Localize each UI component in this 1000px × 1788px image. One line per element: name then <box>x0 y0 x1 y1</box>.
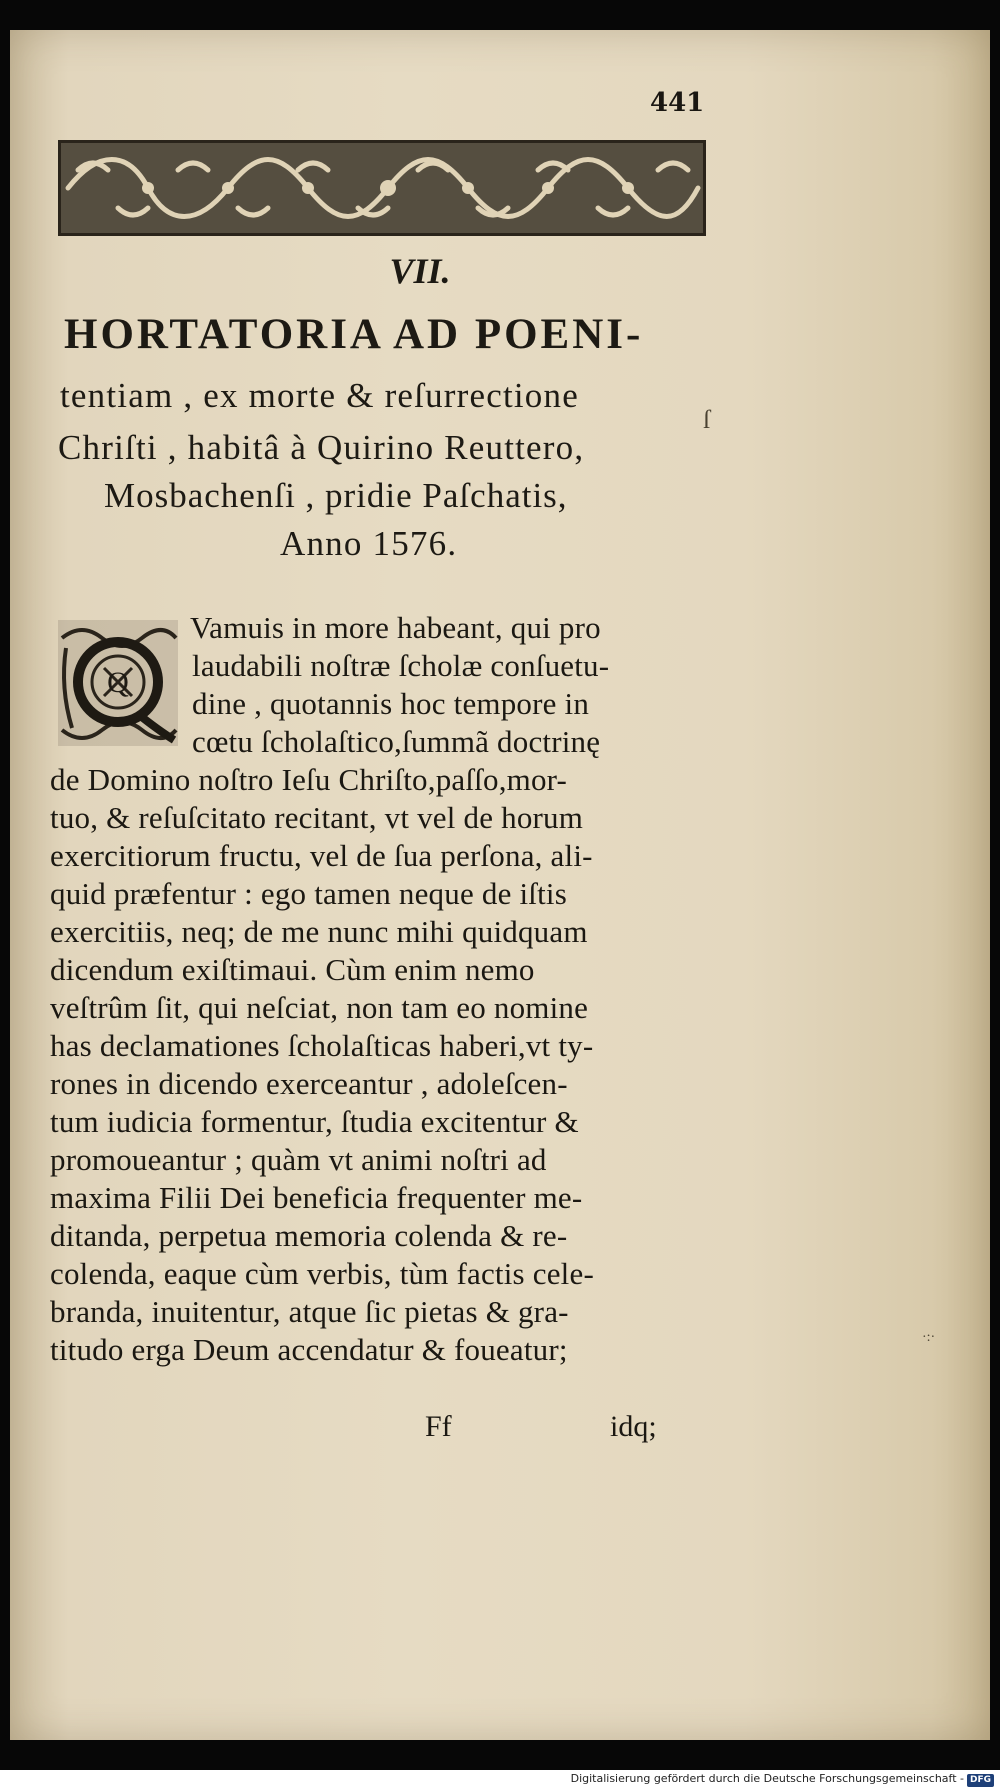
body-line: dicendum exiſtimaui. Cùm enim nemo <box>50 952 535 987</box>
signature-mark: Ff <box>425 1410 452 1443</box>
chapter-numeral: VII. <box>389 251 451 291</box>
title-line-5: Anno 1576. <box>280 524 458 563</box>
title-line-2: tentiam , ex morte & reſurrectione <box>60 376 579 415</box>
body-line: Vamuis in more habeant, qui pro <box>190 610 601 645</box>
book-page <box>10 30 990 1740</box>
page-number: 441 <box>650 88 705 118</box>
body-line: quid præfentur : ego tamen neque de iſtis <box>50 876 567 911</box>
body-line: ditanda, perpetua memoria colenda & re- <box>50 1218 568 1253</box>
body-line: maxima Filii Dei beneficia frequenter me- <box>50 1180 583 1215</box>
body-line: tuo, & reſuſcitato recitant, vt vel de horum <box>50 800 584 835</box>
ornament-headpiece <box>58 130 706 246</box>
body-line: laudabili noſtræ ſcholæ conſuetu- <box>192 648 610 683</box>
body-line: de Domino noſtro Ieſu Chriſto,paſſo,mor- <box>50 762 568 797</box>
body-line: has declamationes ſcholaſticas haberi,vt ty- <box>50 1028 594 1063</box>
body-line: tum iudicia formentur, ſtudia excitentur & <box>50 1104 579 1139</box>
decorated-initial-icon <box>56 618 180 748</box>
body-line: cœtu ſcholaſtico,ſummã doctrinę <box>192 724 601 759</box>
body-line: titudo erga Deum accendatur & foueatur; <box>50 1332 568 1367</box>
body-line: veſtrûm ſit, qui neſciat, non tam eo nomine <box>50 990 589 1025</box>
dfg-logo: DFG <box>967 1774 994 1787</box>
body-line: branda, inuitentur, atque ſic pietas & gra- <box>50 1294 569 1329</box>
title-line-1: HORTATORIA AD POENI- <box>64 311 644 358</box>
body-line: exercitiis, neq; de me nunc mihi quidquam <box>50 914 588 949</box>
margin-stain: ſ <box>703 405 711 434</box>
credit-text: Digitalisierung gefördert durch die Deutsche Forschungsgemeinschaft - <box>570 1772 964 1785</box>
body-line: dine , quotannis hoc tempore in <box>192 686 590 721</box>
digitization-credit <box>571 1770 994 1788</box>
body-line: exercitiorum fructu, vel de ſua perſona, ali- <box>50 838 593 873</box>
title-line-4: Mosbachenſi , pridie Paſchatis, <box>104 476 568 515</box>
body-line: colenda, eaque cùm verbis, tùm factis cele- <box>50 1256 594 1291</box>
catchword: idq; <box>610 1410 657 1443</box>
body-line: promoueantur ; quàm vt animi noſtri ad <box>50 1142 547 1177</box>
margin-stain: ·:· <box>922 1330 936 1345</box>
svg-text:Q: Q <box>107 666 129 699</box>
title-line-3: Chriſti , habitâ à Quirino Reuttero, <box>58 428 585 467</box>
body-line: rones in dicendo exerceantur , adoleſcen- <box>50 1066 568 1101</box>
